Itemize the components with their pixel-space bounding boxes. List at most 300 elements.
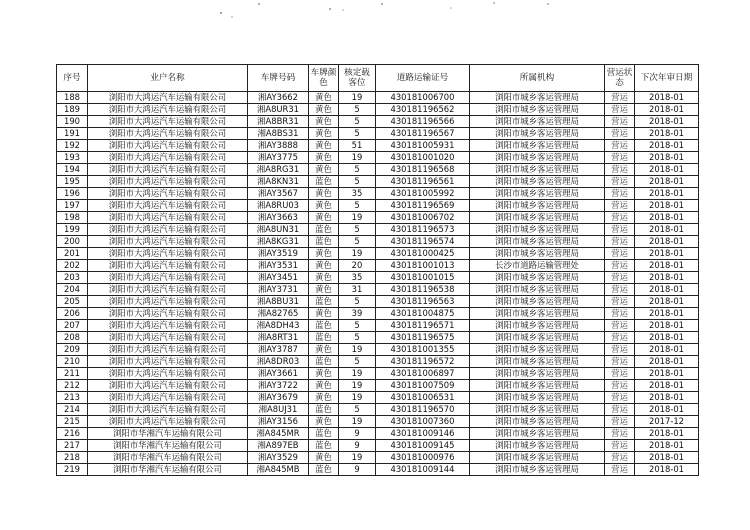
next-review-cell: 2018-01 — [635, 188, 699, 200]
seats-cell: 19 — [339, 380, 376, 392]
owner-cell: 浏阳市大鸿运汽车运输有限公司 — [88, 236, 248, 248]
authority-cell: 浏阳市城乡客运管理局 — [470, 464, 605, 476]
status-cell: 营运 — [605, 140, 635, 152]
permit-cell: 430181196573 — [376, 224, 470, 236]
owner-cell: 浏阳市大鸿运汽车运输有限公司 — [88, 416, 248, 428]
table-row — [57, 236, 699, 248]
plate-color-cell: 黄色 — [309, 128, 339, 140]
table-body — [57, 92, 699, 476]
plate-color-cell: 蓝色 — [309, 320, 339, 332]
seq-cell: 219 — [57, 464, 88, 476]
seats-cell: 19 — [339, 392, 376, 404]
authority-cell: 浏阳市城乡客运管理局 — [470, 224, 605, 236]
seq-cell: 191 — [57, 128, 88, 140]
plate-color-cell: 黄色 — [309, 416, 339, 428]
table-row — [57, 416, 699, 428]
next-review-cell: 2018-01 — [635, 152, 699, 164]
authority-cell: 浏阳市城乡客运管理局 — [470, 212, 605, 224]
plate-cell: 湘AY3731 — [248, 284, 309, 296]
col-header-status: 营运状态 — [605, 65, 635, 92]
authority-cell: 浏阳市城乡客运管理局 — [470, 332, 605, 344]
col-header-owner: 业户名称 — [88, 65, 248, 92]
seats-cell: 9 — [339, 428, 376, 440]
permit-cell: 430181006702 — [376, 212, 470, 224]
plate-color-cell: 蓝色 — [309, 356, 339, 368]
seq-cell: 213 — [57, 392, 88, 404]
permit-cell: 430181001020 — [376, 152, 470, 164]
table-row — [57, 308, 699, 320]
owner-cell: 浏阳市大鸿运汽车运输有限公司 — [88, 92, 248, 104]
col-header-next-review: 下次年审日期 — [635, 65, 699, 92]
plate-cell: 湘A845MB — [248, 464, 309, 476]
permit-cell: 430181006700 — [376, 92, 470, 104]
table-row — [57, 140, 699, 152]
owner-cell: 浏阳市大鸿运汽车运输有限公司 — [88, 248, 248, 260]
permit-cell: 430181196569 — [376, 200, 470, 212]
owner-cell: 浏阳市大鸿运汽车运输有限公司 — [88, 224, 248, 236]
status-cell: 营运 — [605, 236, 635, 248]
seq-cell: 196 — [57, 188, 88, 200]
owner-cell: 浏阳市大鸿运汽车运输有限公司 — [88, 104, 248, 116]
status-cell: 营运 — [605, 428, 635, 440]
next-review-cell: 2018-01 — [635, 116, 699, 128]
permit-cell: 430181004875 — [376, 308, 470, 320]
status-cell: 营运 — [605, 188, 635, 200]
owner-cell: 浏阳市大鸿运汽车运输有限公司 — [88, 200, 248, 212]
seats-cell: 19 — [339, 212, 376, 224]
seq-cell: 201 — [57, 248, 88, 260]
status-cell: 营运 — [605, 92, 635, 104]
table-row — [57, 344, 699, 356]
permit-cell: 430181196574 — [376, 236, 470, 248]
plate-color-cell: 黄色 — [309, 116, 339, 128]
seats-cell: 19 — [339, 416, 376, 428]
table-row — [57, 284, 699, 296]
next-review-cell: 2018-01 — [635, 92, 699, 104]
plate-cell: 湘A8KG31 — [248, 236, 309, 248]
plate-color-cell: 蓝色 — [309, 332, 339, 344]
seq-cell: 188 — [57, 92, 88, 104]
next-review-cell: 2018-01 — [635, 368, 699, 380]
next-review-cell: 2018-01 — [635, 224, 699, 236]
next-review-cell: 2018-01 — [635, 344, 699, 356]
owner-cell: 浏阳市大鸿运汽车运输有限公司 — [88, 128, 248, 140]
status-cell: 营运 — [605, 380, 635, 392]
seats-cell: 51 — [339, 140, 376, 152]
plate-cell: 湘A8RT31 — [248, 332, 309, 344]
owner-cell: 浏阳市大鸿运汽车运输有限公司 — [88, 296, 248, 308]
plate-color-cell: 蓝色 — [309, 404, 339, 416]
permit-cell: 430181009146 — [376, 428, 470, 440]
plate-color-cell: 黄色 — [309, 200, 339, 212]
owner-cell: 浏阳市大鸿运汽车运输有限公司 — [88, 404, 248, 416]
plate-cell: 湘A8RG31 — [248, 164, 309, 176]
permit-cell: 430181196566 — [376, 116, 470, 128]
owner-cell: 浏阳市大鸿运汽车运输有限公司 — [88, 176, 248, 188]
status-cell: 营运 — [605, 284, 635, 296]
owner-cell: 浏阳市华湘汽车运输有限公司 — [88, 428, 248, 440]
next-review-cell: 2018-01 — [635, 104, 699, 116]
plate-cell: 湘AY3679 — [248, 392, 309, 404]
authority-cell: 浏阳市城乡客运管理局 — [470, 416, 605, 428]
status-cell: 营运 — [605, 200, 635, 212]
next-review-cell: 2018-01 — [635, 272, 699, 284]
seats-cell: 5 — [339, 164, 376, 176]
next-review-cell: 2018-01 — [635, 308, 699, 320]
owner-cell: 浏阳市大鸿运汽车运输有限公司 — [88, 272, 248, 284]
authority-cell: 浏阳市城乡客运管理局 — [470, 428, 605, 440]
seats-cell: 5 — [339, 296, 376, 308]
plate-cell: 湘A8UN31 — [248, 224, 309, 236]
next-review-cell: 2018-01 — [635, 320, 699, 332]
seats-cell: 5 — [339, 224, 376, 236]
owner-cell: 浏阳市华湘汽车运输有限公司 — [88, 452, 248, 464]
table-row — [57, 200, 699, 212]
plate-cell: 湘A8DH43 — [248, 320, 309, 332]
status-cell: 营运 — [605, 308, 635, 320]
plate-cell: 湘A8BU31 — [248, 296, 309, 308]
seats-cell: 5 — [339, 104, 376, 116]
scan-specks — [0, 0, 750, 40]
plate-cell: 湘AY3663 — [248, 212, 309, 224]
next-review-cell: 2018-01 — [635, 128, 699, 140]
status-cell: 营运 — [605, 248, 635, 260]
permit-cell: 430181009144 — [376, 464, 470, 476]
permit-cell: 430181196575 — [376, 332, 470, 344]
permit-cell: 430181007509 — [376, 380, 470, 392]
status-cell: 营运 — [605, 464, 635, 476]
plate-cell: 湘A8RU03 — [248, 200, 309, 212]
col-header-plate: 车牌号码 — [248, 65, 309, 92]
authority-cell: 浏阳市城乡客运管理局 — [470, 236, 605, 248]
status-cell: 营运 — [605, 176, 635, 188]
permit-cell: 430181196568 — [376, 164, 470, 176]
seats-cell: 5 — [339, 200, 376, 212]
table-row — [57, 296, 699, 308]
seq-cell: 193 — [57, 152, 88, 164]
seq-cell: 212 — [57, 380, 88, 392]
status-cell: 营运 — [605, 116, 635, 128]
permit-cell: 430181006897 — [376, 368, 470, 380]
status-cell: 营运 — [605, 452, 635, 464]
permit-cell: 430181007360 — [376, 416, 470, 428]
plate-cell: 湘A897EB — [248, 440, 309, 452]
table-row — [57, 116, 699, 128]
next-review-cell: 2018-01 — [635, 440, 699, 452]
next-review-cell: 2018-01 — [635, 404, 699, 416]
plate-color-cell: 黄色 — [309, 212, 339, 224]
next-review-cell: 2018-01 — [635, 296, 699, 308]
plate-color-cell: 黄色 — [309, 380, 339, 392]
status-cell: 营运 — [605, 212, 635, 224]
seq-cell: 192 — [57, 140, 88, 152]
status-cell: 营运 — [605, 440, 635, 452]
plate-cell: 湘A8KN31 — [248, 176, 309, 188]
col-header-seq: 序号 — [57, 65, 88, 92]
seats-cell: 5 — [339, 128, 376, 140]
next-review-cell: 2018-01 — [635, 176, 699, 188]
table-row — [57, 320, 699, 332]
authority-cell: 浏阳市城乡客运管理局 — [470, 200, 605, 212]
plate-cell: 湘AY3567 — [248, 188, 309, 200]
authority-cell: 浏阳市城乡客运管理局 — [470, 452, 605, 464]
plate-cell: 湘A8BR31 — [248, 116, 309, 128]
authority-cell: 浏阳市城乡客运管理局 — [470, 140, 605, 152]
plate-cell: 湘A8UJ31 — [248, 404, 309, 416]
seats-cell: 19 — [339, 152, 376, 164]
seq-cell: 218 — [57, 452, 88, 464]
table-row — [57, 452, 699, 464]
owner-cell: 浏阳市大鸿运汽车运输有限公司 — [88, 320, 248, 332]
authority-cell: 浏阳市城乡客运管理局 — [470, 248, 605, 260]
plate-color-cell: 黄色 — [309, 272, 339, 284]
seq-cell: 211 — [57, 368, 88, 380]
col-header-seats: 核定载客位 — [339, 65, 376, 92]
plate-color-cell: 蓝色 — [309, 224, 339, 236]
authority-cell: 浏阳市城乡客运管理局 — [470, 188, 605, 200]
table-row — [57, 380, 699, 392]
owner-cell: 浏阳市大鸿运汽车运输有限公司 — [88, 188, 248, 200]
permit-cell: 430181001015 — [376, 272, 470, 284]
col-header-plate-color: 车牌颜色 — [309, 65, 339, 92]
plate-cell: 湘AY3451 — [248, 272, 309, 284]
owner-cell: 浏阳市大鸿运汽车运输有限公司 — [88, 284, 248, 296]
seats-cell: 9 — [339, 440, 376, 452]
next-review-cell: 2018-01 — [635, 356, 699, 368]
plate-color-cell: 黄色 — [309, 284, 339, 296]
authority-cell: 浏阳市城乡客运管理局 — [470, 308, 605, 320]
plate-color-cell: 黄色 — [309, 164, 339, 176]
authority-cell: 浏阳市城乡客运管理局 — [470, 440, 605, 452]
owner-cell: 浏阳市华湘汽车运输有限公司 — [88, 464, 248, 476]
table-row — [57, 392, 699, 404]
seats-cell: 5 — [339, 404, 376, 416]
plate-color-cell: 黄色 — [309, 188, 339, 200]
plate-color-cell: 黄色 — [309, 248, 339, 260]
seats-cell: 19 — [339, 452, 376, 464]
owner-cell: 浏阳市大鸿运汽车运输有限公司 — [88, 116, 248, 128]
permit-cell: 430181196567 — [376, 128, 470, 140]
seats-cell: 9 — [339, 464, 376, 476]
status-cell: 营运 — [605, 416, 635, 428]
next-review-cell: 2018-01 — [635, 332, 699, 344]
table-row — [57, 224, 699, 236]
table-row — [57, 356, 699, 368]
plate-color-cell: 黄色 — [309, 260, 339, 272]
vehicle-register-table — [56, 64, 699, 476]
plate-color-cell: 蓝色 — [309, 236, 339, 248]
seats-cell: 5 — [339, 236, 376, 248]
owner-cell: 浏阳市大鸿运汽车运输有限公司 — [88, 344, 248, 356]
next-review-cell: 2018-01 — [635, 200, 699, 212]
plate-cell: 湘AY3156 — [248, 416, 309, 428]
status-cell: 营运 — [605, 296, 635, 308]
plate-cell: 湘A845MR — [248, 428, 309, 440]
plate-cell: 湘AY3519 — [248, 248, 309, 260]
permit-cell: 430181005992 — [376, 188, 470, 200]
table-row — [57, 128, 699, 140]
plate-color-cell: 蓝色 — [309, 428, 339, 440]
seq-cell: 207 — [57, 320, 88, 332]
seats-cell: 5 — [339, 116, 376, 128]
seats-cell: 35 — [339, 188, 376, 200]
seats-cell: 5 — [339, 320, 376, 332]
table-row — [57, 272, 699, 284]
authority-cell: 浏阳市城乡客运管理局 — [470, 344, 605, 356]
status-cell: 营运 — [605, 272, 635, 284]
seq-cell: 216 — [57, 428, 88, 440]
owner-cell: 浏阳市大鸿运汽车运输有限公司 — [88, 140, 248, 152]
plate-color-cell: 黄色 — [309, 152, 339, 164]
seats-cell: 20 — [339, 260, 376, 272]
next-review-cell: 2018-01 — [635, 140, 699, 152]
seats-cell: 19 — [339, 368, 376, 380]
next-review-cell: 2018-01 — [635, 284, 699, 296]
table-row — [57, 164, 699, 176]
table-row — [57, 440, 699, 452]
seq-cell: 204 — [57, 284, 88, 296]
authority-cell: 浏阳市城乡客运管理局 — [470, 92, 605, 104]
next-review-cell: 2018-01 — [635, 164, 699, 176]
status-cell: 营运 — [605, 128, 635, 140]
table-row — [57, 428, 699, 440]
authority-cell: 浏阳市城乡客运管理局 — [470, 284, 605, 296]
permit-cell: 430181000976 — [376, 452, 470, 464]
seats-cell: 35 — [339, 272, 376, 284]
table-row — [57, 464, 699, 476]
plate-color-cell: 蓝色 — [309, 296, 339, 308]
status-cell: 营运 — [605, 104, 635, 116]
plate-color-cell: 蓝色 — [309, 440, 339, 452]
seq-cell: 195 — [57, 176, 88, 188]
seats-cell: 19 — [339, 248, 376, 260]
permit-cell: 430181196572 — [376, 356, 470, 368]
table-row — [57, 176, 699, 188]
seats-cell: 39 — [339, 308, 376, 320]
permit-cell: 430181009145 — [376, 440, 470, 452]
authority-cell: 浏阳市城乡客运管理局 — [470, 104, 605, 116]
authority-cell: 浏阳市城乡客运管理局 — [470, 116, 605, 128]
col-header-authority: 所属机构 — [470, 65, 605, 92]
table-row — [57, 212, 699, 224]
next-review-cell: 2018-01 — [635, 392, 699, 404]
plate-color-cell: 黄色 — [309, 392, 339, 404]
seats-cell: 31 — [339, 284, 376, 296]
table-row — [57, 332, 699, 344]
plate-color-cell: 蓝色 — [309, 176, 339, 188]
plate-cell: 湘A8DR03 — [248, 356, 309, 368]
next-review-cell: 2018-01 — [635, 380, 699, 392]
seq-cell: 206 — [57, 308, 88, 320]
table-row — [57, 404, 699, 416]
table-row — [57, 248, 699, 260]
permit-cell: 430181196570 — [376, 404, 470, 416]
seats-cell: 5 — [339, 356, 376, 368]
permit-cell: 430181196562 — [376, 104, 470, 116]
seq-cell: 205 — [57, 296, 88, 308]
owner-cell: 浏阳市大鸿运汽车运输有限公司 — [88, 356, 248, 368]
plate-color-cell: 黄色 — [309, 92, 339, 104]
owner-cell: 浏阳市大鸿运汽车运输有限公司 — [88, 260, 248, 272]
status-cell: 营运 — [605, 224, 635, 236]
authority-cell: 浏阳市城乡客运管理局 — [470, 380, 605, 392]
seq-cell: 209 — [57, 344, 88, 356]
seq-cell: 197 — [57, 200, 88, 212]
seq-cell: 189 — [57, 104, 88, 116]
status-cell: 营运 — [605, 404, 635, 416]
authority-cell: 浏阳市城乡客运管理局 — [470, 392, 605, 404]
plate-color-cell: 黄色 — [309, 368, 339, 380]
authority-cell: 浏阳市城乡客运管理局 — [470, 164, 605, 176]
seats-cell: 5 — [339, 176, 376, 188]
status-cell: 营运 — [605, 260, 635, 272]
seq-cell: 215 — [57, 416, 88, 428]
authority-cell: 浏阳市城乡客运管理局 — [470, 128, 605, 140]
seq-cell: 208 — [57, 332, 88, 344]
owner-cell: 浏阳市大鸿运汽车运输有限公司 — [88, 368, 248, 380]
plate-color-cell: 黄色 — [309, 104, 339, 116]
seq-cell: 203 — [57, 272, 88, 284]
plate-color-cell: 黄色 — [309, 452, 339, 464]
seats-cell: 19 — [339, 92, 376, 104]
plate-cell: 湘AY3888 — [248, 140, 309, 152]
next-review-cell: 2018-01 — [635, 428, 699, 440]
plate-color-cell: 黄色 — [309, 308, 339, 320]
plate-color-cell: 黄色 — [309, 344, 339, 356]
authority-cell: 浏阳市城乡客运管理局 — [470, 296, 605, 308]
permit-cell: 430181000425 — [376, 248, 470, 260]
next-review-cell: 2017-12 — [635, 416, 699, 428]
authority-cell: 浏阳市城乡客运管理局 — [470, 176, 605, 188]
permit-cell: 430181196538 — [376, 284, 470, 296]
status-cell: 营运 — [605, 332, 635, 344]
authority-cell: 浏阳市城乡客运管理局 — [470, 368, 605, 380]
seq-cell: 194 — [57, 164, 88, 176]
permit-cell: 430181001355 — [376, 344, 470, 356]
plate-cell: 湘AY3775 — [248, 152, 309, 164]
authority-cell: 浏阳市城乡客运管理局 — [470, 356, 605, 368]
col-header-permit: 道路运输证号 — [376, 65, 470, 92]
status-cell: 营运 — [605, 392, 635, 404]
permit-cell: 430181005931 — [376, 140, 470, 152]
authority-cell: 浏阳市城乡客运管理局 — [470, 272, 605, 284]
seq-cell: 199 — [57, 224, 88, 236]
plate-cell: 湘AY3661 — [248, 368, 309, 380]
owner-cell: 浏阳市大鸿运汽车运输有限公司 — [88, 212, 248, 224]
next-review-cell: 2018-01 — [635, 452, 699, 464]
next-review-cell: 2018-01 — [635, 464, 699, 476]
owner-cell: 浏阳市大鸿运汽车运输有限公司 — [88, 164, 248, 176]
plate-cell: 湘A8UR31 — [248, 104, 309, 116]
authority-cell: 长沙市道路运输管理处 — [470, 260, 605, 272]
plate-color-cell: 黄色 — [309, 140, 339, 152]
table-row — [57, 104, 699, 116]
owner-cell: 浏阳市大鸿运汽车运输有限公司 — [88, 392, 248, 404]
owner-cell: 浏阳市大鸿运汽车运输有限公司 — [88, 152, 248, 164]
seq-cell: 214 — [57, 404, 88, 416]
seq-cell: 210 — [57, 356, 88, 368]
permit-cell: 430181196561 — [376, 176, 470, 188]
permit-cell: 430181001013 — [376, 260, 470, 272]
authority-cell: 浏阳市城乡客运管理局 — [470, 320, 605, 332]
plate-cell: 湘A82765 — [248, 308, 309, 320]
permit-cell: 430181196563 — [376, 296, 470, 308]
permit-cell: 430181196571 — [376, 320, 470, 332]
table-row — [57, 188, 699, 200]
owner-cell: 浏阳市大鸿运汽车运输有限公司 — [88, 380, 248, 392]
seq-cell: 198 — [57, 212, 88, 224]
seq-cell: 190 — [57, 116, 88, 128]
